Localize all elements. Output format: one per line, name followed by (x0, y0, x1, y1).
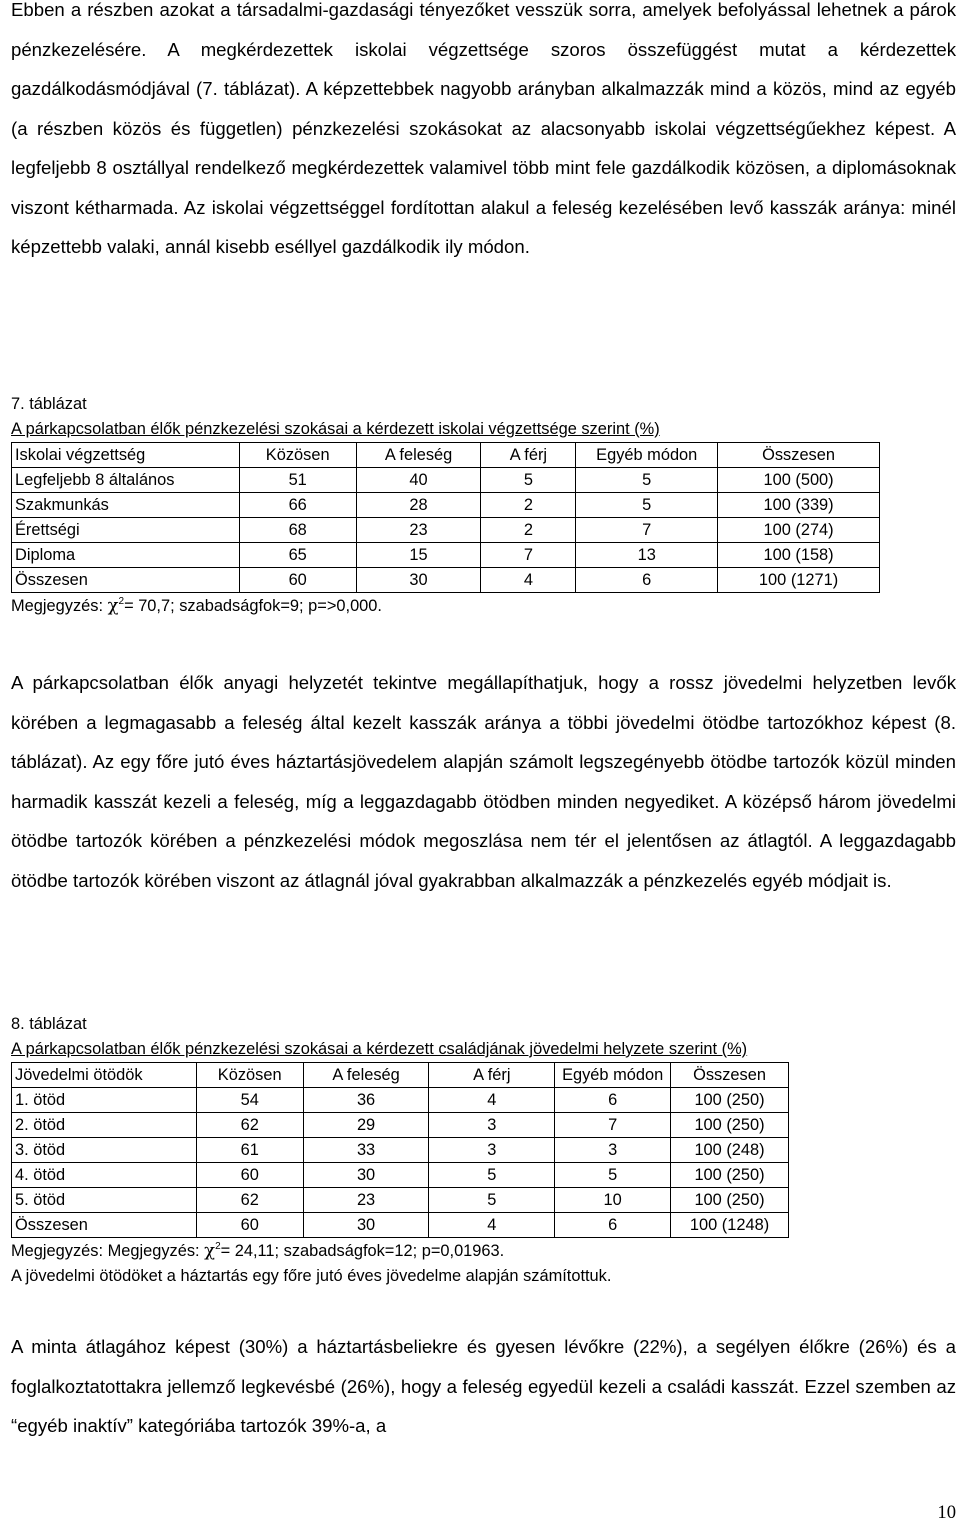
table-cell: 3. ötöd (12, 1138, 197, 1163)
table-cell: 23 (303, 1188, 429, 1213)
table-cell: 60 (196, 1213, 303, 1238)
note-prefix: Megjegyzés: Megjegyzés: (11, 1242, 205, 1260)
table-cell: 13 (576, 543, 718, 568)
table-cell: 100 (250) (671, 1113, 789, 1138)
table-cell: 5. ötöd (12, 1188, 197, 1213)
table-cell: 30 (303, 1163, 429, 1188)
table-cell: 62 (196, 1188, 303, 1213)
header-cell: Iskolai végzettség (12, 443, 240, 468)
table-cell: 3 (555, 1138, 671, 1163)
table-cell: 15 (356, 543, 481, 568)
table-cell: 65 (239, 543, 356, 568)
table-cell: Érettségi (12, 518, 240, 543)
table-7-title: A párkapcsolatban élők pénzkezelési szokásai a kérdezett iskolai végzettsége szerint (%) (11, 420, 660, 438)
table-cell: 40 (356, 468, 481, 493)
table-row (12, 543, 880, 568)
table-8-title: A párkapcsolatban élők pénzkezelési szokásai a kérdezett családjának jövedelmi helyzete szerint (%) (11, 1040, 748, 1058)
table-cell: 100 (248) (671, 1138, 789, 1163)
superscript: 2 (118, 596, 125, 607)
table-row (12, 1188, 789, 1213)
table-cell: 60 (196, 1163, 303, 1188)
header-cell: Összesen (671, 1063, 789, 1088)
table-cell: 100 (500) (718, 468, 880, 493)
header-cell: Közösen (196, 1063, 303, 1088)
note-rest: = 70,7; szabadságfok=9; p=>0,000. (124, 597, 382, 615)
table-cell: 36 (303, 1088, 429, 1113)
paragraph-1: Ebben a részben azokat a társadalmi-gazdasági tényezőket vesszük sorra, amelyek befolyással lehetnek a párok pénzkezelésére. A megkérdezettek iskolai végzettsége szoros összefüggést mutat a kérdezettek gazdálkodásmódjával (7. táblázat). A képzettebbek nagyobb arányban alkalmazzák mind a közös, mind az egyéb (a részben közös és független) pénzkezelési szokásokat az alacsonyabb iskolai végzettségűekhez képest. A legfeljebb 8 osztállyal rendelkező megkérdezettek valamivel több mint fele gazdálkodik közösen, a diplomásoknak viszont kétharmada. Az iskolai végzettséggel fordítottan alakul a feleség kezelésében levő kasszák aránya: minél képzettebb valaki, annál kisebb eséllyel gazdálkodik ily módon. (11, 0, 956, 257)
header-cell: A feleség (303, 1063, 429, 1088)
table-cell: 7 (555, 1113, 671, 1138)
header-cell: A férj (429, 1063, 555, 1088)
header-cell: Egyéb módon (555, 1063, 671, 1088)
table-cell: 5 (481, 468, 576, 493)
table-cell: 3 (429, 1113, 555, 1138)
table-cell: 33 (303, 1138, 429, 1163)
header-row (12, 1063, 789, 1088)
table-cell: 1. ötöd (12, 1088, 197, 1113)
table-cell: 4. ötöd (12, 1163, 197, 1188)
table-cell: 54 (196, 1088, 303, 1113)
table-row (12, 1213, 789, 1238)
table-cell: 6 (576, 568, 718, 593)
table-cell: 62 (196, 1113, 303, 1138)
header-cell: A férj (481, 443, 576, 468)
table-cell: 7 (576, 518, 718, 543)
table-row (12, 1088, 789, 1113)
table-cell: 100 (1248) (671, 1213, 789, 1238)
table-cell: 5 (429, 1163, 555, 1188)
table-cell: 100 (250) (671, 1188, 789, 1213)
table-cell: 51 (239, 468, 356, 493)
table-cell: 5 (555, 1163, 671, 1188)
table-cell: 10 (555, 1188, 671, 1213)
table-cell: 29 (303, 1113, 429, 1138)
note-prefix: Megjegyzés: (11, 597, 108, 615)
table-cell: 28 (356, 493, 481, 518)
table-8-body (12, 1063, 789, 1238)
table-cell: 100 (250) (671, 1163, 789, 1188)
header-cell: Jövedelmi ötödök (12, 1063, 197, 1088)
table-cell: 100 (339) (718, 493, 880, 518)
table-7 (11, 442, 880, 593)
table-row (12, 518, 880, 543)
note-rest: = 24,11; szabadságfok=12; p=0,01963. (220, 1242, 505, 1260)
table-row (12, 1113, 789, 1138)
table-7-block (11, 392, 880, 619)
table-8 (11, 1062, 789, 1238)
table-cell: 4 (429, 1088, 555, 1113)
paragraph-3: A minta átlagához képest (30%) a háztartásbeliekre és gyesen lévőkre (22%), a segélyen élőkre (26%) és a foglalkoztatottakra jellemző legkevésbé (26%), hogy a feleség egyedül kezeli a családi kasszát. Ezzel szemben az “egyéb inaktív” kategóriába tartozók 39%-a, a (11, 1336, 956, 1436)
table-row (12, 468, 880, 493)
header-cell: Egyéb módon (576, 443, 718, 468)
table-cell: 6 (555, 1213, 671, 1238)
table-8-note (11, 1238, 789, 1264)
table-cell: Összesen (12, 1213, 197, 1238)
table-cell: 61 (196, 1138, 303, 1163)
table-7-note (11, 593, 880, 619)
table-cell: 4 (429, 1213, 555, 1238)
table-row (12, 1163, 789, 1188)
table-cell: 100 (274) (718, 518, 880, 543)
table-cell: 5 (576, 468, 718, 493)
table-cell: 100 (250) (671, 1088, 789, 1113)
table-cell: 66 (239, 493, 356, 518)
table-cell: 2 (481, 493, 576, 518)
header-row (12, 443, 880, 468)
table-cell: 5 (576, 493, 718, 518)
table-cell: Legfeljebb 8 általános (12, 468, 240, 493)
table-cell: 30 (356, 568, 481, 593)
table-cell: 2 (481, 518, 576, 543)
table-7-body (12, 443, 880, 593)
table-row (12, 493, 880, 518)
table-cell: Diploma (12, 543, 240, 568)
table-cell: 5 (429, 1188, 555, 1213)
table-8-number: 8. táblázat (11, 1015, 87, 1033)
header-cell: A feleség (356, 443, 481, 468)
table-cell: Szakmunkás (12, 493, 240, 518)
table-cell: 2. ötöd (12, 1113, 197, 1138)
table-cell: 7 (481, 543, 576, 568)
table-row (12, 1138, 789, 1163)
chi-symbol: χ (107, 595, 119, 616)
table-cell: 100 (158) (718, 543, 880, 568)
header-cell: Összesen (718, 443, 880, 468)
table-cell: 3 (429, 1138, 555, 1163)
table-7-number: 7. táblázat (11, 395, 87, 413)
paragraph-2: A párkapcsolatban élők anyagi helyzetét tekintve megállapíthatjuk, hogy a rossz jövedelmi helyzetben levők körében a legmagasabb a feleség által kezelt kasszák aránya a többi jövedelmi ötödbe tartozókhoz képest (8. táblázat). Az egy főre jutó éves háztartásjövedelem alapján számolt legszegényebb ötödbe tartozók közül minden harmadik kasszát kezeli a feleség, míg a leggazdagabb ötödben minden negyediket. A középső három jövedelmi ötödbe tartozók körében a pénzkezelési módok megoszlása nem tér el jelentősen az átlagtól. A leggazdagabb ötödbe tartozók körében viszont az átlagnál jóval gyakrabban alkalmazzák a pénzkezelés egyéb módjait is. (11, 672, 956, 891)
chi-symbol: χ (204, 1240, 216, 1261)
table-cell: Összesen (12, 568, 240, 593)
table-cell: 23 (356, 518, 481, 543)
table-cell: 100 (1271) (718, 568, 880, 593)
superscript: 2 (215, 1241, 221, 1252)
table-8-block (11, 1012, 789, 1289)
header-cell: Közösen (239, 443, 356, 468)
table-8-note-2: A jövedelmi ötödöket a háztartás egy főre jutó éves jövedelme alapján számítottuk. (11, 1267, 612, 1285)
table-cell: 4 (481, 568, 576, 593)
table-cell: 60 (239, 568, 356, 593)
table-cell: 68 (239, 518, 356, 543)
page-number: 10 (937, 1502, 956, 1523)
table-cell: 6 (555, 1088, 671, 1113)
table-cell: 30 (303, 1213, 429, 1238)
table-row (12, 568, 880, 593)
